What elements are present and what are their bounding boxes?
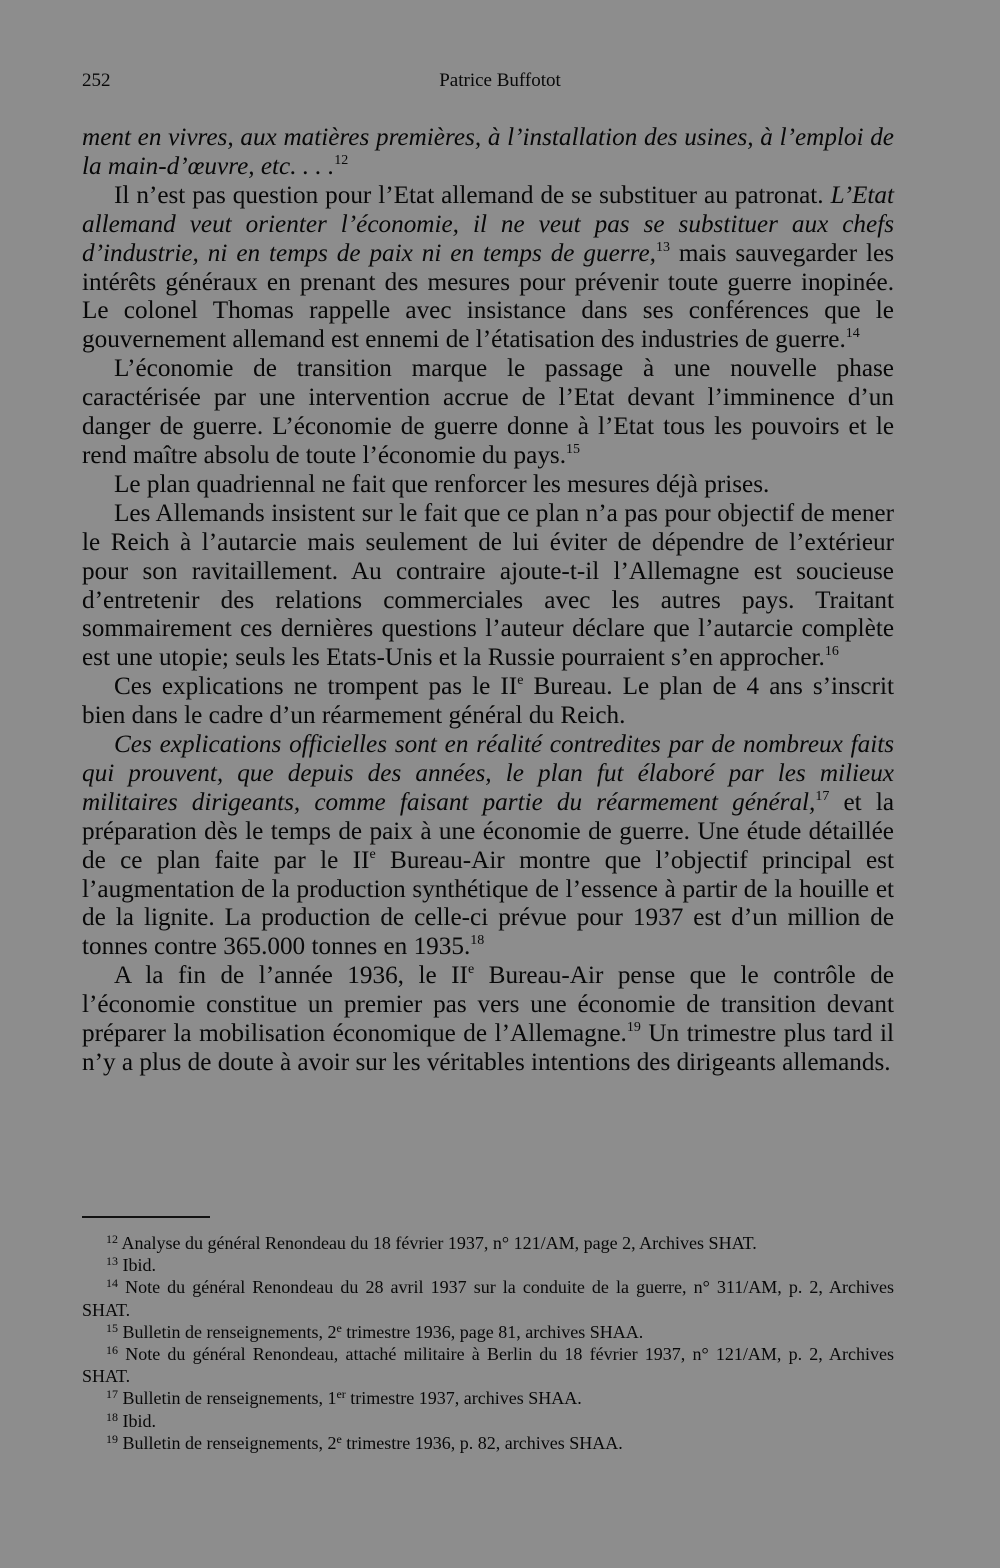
footnote-ref: 13 xyxy=(655,239,670,255)
paragraph-p5 xyxy=(82,500,894,673)
superscript: e xyxy=(517,673,524,689)
footnote-13 xyxy=(82,1254,894,1276)
page-header xyxy=(82,70,918,102)
text-run: Analyse du général Renondeau du 18 février 1937, n° 121/AM, page 2, Archives SHAT. xyxy=(118,1233,757,1253)
footnote-ref: 14 xyxy=(845,326,860,342)
text-run: Note du général Renondeau, attaché militaire à Berlin du 18 février 1937, n° 121/AM, p. 2, Archives SHAT. xyxy=(82,1344,894,1387)
paragraph-p8 xyxy=(82,962,894,1078)
footnote-number: 14 xyxy=(106,1276,118,1291)
paragraph-p6 xyxy=(82,673,894,731)
text-run: Bureau. Le plan de 4 ans s’inscrit bien dans le cadre d’un réarmement général du Reich. xyxy=(82,673,894,730)
italic-quotation: Ces explications officielles sont en réalité contredites par de nombreux faits qui prouvent, que depuis des années, le plan fut élaboré par les milieux militaires dirigeants, comme faisant partie du réarmement général, xyxy=(82,731,894,816)
footnote-ref: 18 xyxy=(470,933,485,949)
superscript: e xyxy=(467,962,475,978)
superscript: er xyxy=(336,1387,346,1402)
footnote-ref: 15 xyxy=(566,441,581,457)
superscript: e xyxy=(336,1431,342,1446)
footnote-number: 18 xyxy=(106,1409,118,1424)
footnote-ref: 12 xyxy=(334,152,349,168)
footnote-number: 13 xyxy=(106,1254,118,1269)
paragraph-p1 xyxy=(82,124,894,182)
footnote-number: 19 xyxy=(106,1431,118,1446)
paragraph-p3 xyxy=(82,355,894,471)
text-run: Ces explications ne trompent pas le II xyxy=(114,673,518,701)
superscript: e xyxy=(336,1320,342,1335)
paragraph-p4 xyxy=(82,471,894,500)
text-run: mais sauvegarder les intérêts généraux en prenant des mesures pour prévenir toute guerre inopinée. Le colonel Thomas rappelle avec insistance dans ses conférences que le gouvernement allemand est ennemi de l’étatisation des industries de guerre. xyxy=(82,239,895,354)
footnote-15 xyxy=(82,1321,894,1343)
text-run: Ibid. xyxy=(118,1410,156,1431)
page-number: 252 xyxy=(82,70,111,91)
footnotes xyxy=(82,1232,894,1454)
text-run: Bulletin de renseignements, 2 xyxy=(118,1432,337,1453)
italic-quotation: ment en vivres, aux matières premières, à l’installation des usines, à l’emploi de la main-d’œuvre, etc. . . . xyxy=(82,124,894,180)
text-run: Bureau-Air pense que le contrôle de l’économie constitue un premier pas vers une économie de transition devant préparer la mobilisation économique de l’Allemagne. xyxy=(82,962,895,1048)
footnote-17 xyxy=(82,1387,894,1409)
footnote-16 xyxy=(82,1343,894,1387)
footnote-number: 16 xyxy=(106,1343,118,1358)
footnote-ref: 19 xyxy=(626,1020,641,1036)
text-run: et la préparation dès le temps de paix à une économie de guerre. Une étude détaillée de ce plan faite par le II xyxy=(82,788,895,874)
text-run: Bureau-Air montre que l’objectif principal est l’augmentation de la production synthétique de l’essence à partir de la houille et de la lignite. La production de celle-ci prévue pour 1937 est d’un million de tonnes contre 365.000 tonnes en 1935. xyxy=(82,846,894,961)
text-run: Bulletin de renseignements, 1 xyxy=(118,1388,337,1409)
text-run: Note du général Renondeau du 28 avril 1937 sur la conduite de la guerre, n° 311/AM, p. 2, Archives SHAT. xyxy=(82,1277,894,1320)
body-text xyxy=(82,124,894,1078)
footnote-number: 12 xyxy=(106,1232,118,1246)
running-head-author: Patrice Buffotot xyxy=(439,70,561,91)
footnote-separator xyxy=(82,1216,210,1218)
footnote-14 xyxy=(82,1276,894,1320)
footnote-number: 15 xyxy=(106,1320,118,1335)
text-run: trimestre 1937, archives SHAA. xyxy=(345,1388,582,1409)
text-run: A la fin de l’année 1936, le II xyxy=(114,962,468,990)
text-run: Bulletin de renseignements, 2 xyxy=(118,1321,337,1342)
text-run: Les Allemands insistent sur le fait que ce plan n’a pas pour objectif de mener le Reich à l’autarcie mais seulement de lui éviter de dépendre de l’extérieur pour son ravitaillement. Au contraire ajoute-t-il l’Allemagne est soucieuse d’entretenir des relations commerciales avec les autres pays. Traitant sommairement ces dernières questions l’auteur déclare que l’autarcie complète est une utopie; seuls les Etats-Unis et la Russie pourraient s’en approcher. xyxy=(82,499,894,672)
footnote-19 xyxy=(82,1432,894,1454)
italic-quotation: L’Etat allemand veut orienter l’économie, il ne veut pas se substituer aux chefs d’industrie, ni en temps de paix ni en temps de guerre, xyxy=(82,181,894,267)
text-run: trimestre 1936, page 81, archives SHAA. xyxy=(341,1321,644,1342)
text-run: Le plan quadriennal ne fait que renforcer les mesures déjà prises. xyxy=(114,470,770,498)
text-run: Un trimestre plus tard il n’y a plus de doute à avoir sur les véritables intentions des dirigeants allemands. xyxy=(82,1020,895,1076)
superscript: e xyxy=(369,846,376,862)
text-run: Il n’est pas question pour l’Etat allemand de se substituer au patronat. xyxy=(114,181,831,209)
footnote-ref: 16 xyxy=(824,644,839,660)
text-run: trimestre 1936, p. 82, archives SHAA. xyxy=(341,1432,623,1453)
paragraph-p2 xyxy=(82,182,894,355)
text-run: L’économie de transition marque le passage à une nouvelle phase caractérisée par une intervention accrue de l’Etat devant l’imminence d’un danger de guerre. L’économie de guerre donne à l’Etat tous les pouvoirs et le rend maître absolu de toute l’économie du pays. xyxy=(82,355,894,469)
footnote-number: 17 xyxy=(106,1387,118,1402)
footnote-18 xyxy=(82,1410,894,1432)
paragraph-p7 xyxy=(82,731,894,962)
footnote-12 xyxy=(82,1232,894,1254)
text-run: Ibid. xyxy=(118,1255,156,1276)
footnote-ref: 17 xyxy=(815,788,830,804)
